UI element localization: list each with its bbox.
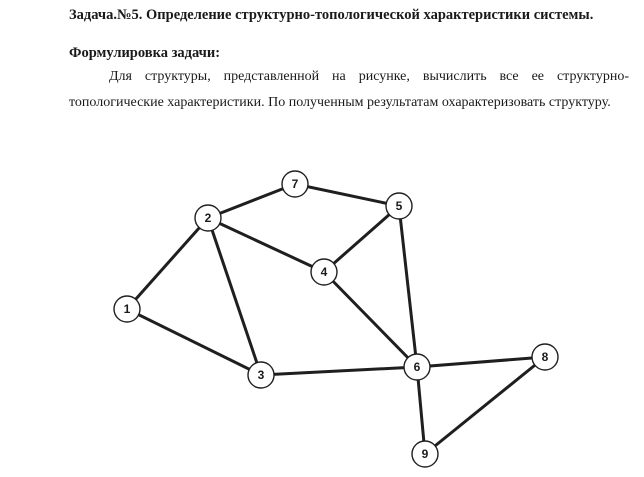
node-label: 6	[413, 360, 421, 374]
node-label: 2	[204, 211, 212, 225]
graph-node-3	[248, 362, 274, 388]
node-label: 9	[421, 447, 429, 461]
node-label: 8	[541, 350, 549, 364]
graph-node-9	[412, 441, 438, 467]
graph-edge-5-6	[399, 206, 417, 367]
graph-node-4	[311, 259, 337, 285]
graph-node-6	[404, 354, 430, 380]
graph-node-2	[195, 205, 221, 231]
graph-nodes	[114, 171, 558, 467]
graph-edge-2-7	[208, 184, 295, 218]
task-title: Задача.№5. Определение структурно-топологической характеристики системы.	[69, 7, 594, 23]
graph-edges	[127, 184, 545, 454]
graph-edge-3-6	[261, 367, 417, 375]
graph-edge-8-9	[425, 357, 545, 454]
node-label: 5	[395, 199, 403, 213]
graph-edge-2-4	[208, 218, 324, 272]
graph-node-8	[532, 344, 558, 370]
node-label: 3	[257, 368, 265, 382]
task-subtitle: Формулировка задачи:	[69, 45, 221, 61]
graph-edge-6-8	[417, 357, 545, 367]
graph-node-1	[114, 296, 140, 322]
graph-edge-1-2	[127, 218, 208, 309]
graph-node-5	[386, 193, 412, 219]
task-paragraph: Для структуры, представленной на рисунке, вычислить все ее структурно-топологические характеристики. По полученным результатам охарактеризовать структуру.	[69, 69, 629, 110]
graph-edge-7-5	[295, 184, 399, 206]
node-label: 4	[320, 265, 328, 279]
graph-edge-4-6	[324, 272, 417, 367]
node-label: 1	[123, 302, 131, 316]
node-label: 7	[291, 177, 299, 191]
graph-node-7	[282, 171, 308, 197]
graph-edge-4-5	[324, 206, 399, 272]
